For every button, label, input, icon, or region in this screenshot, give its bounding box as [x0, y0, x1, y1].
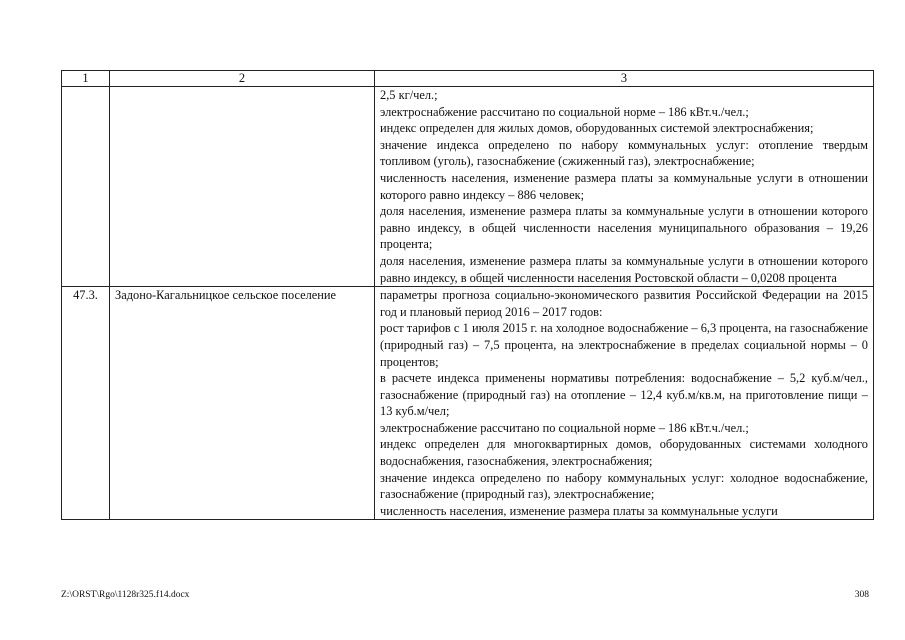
paragraph: доля населения, изменение размера платы за коммунальные услуги в отношении которого равно индексу, в общей численности населения муниципального образования – 19,26 процента; — [380, 204, 868, 252]
settlement-name — [110, 87, 375, 287]
paragraph: электроснабжение рассчитано по социальной норме – 186 кВт.ч./чел.; — [380, 104, 749, 119]
column-header: 1 — [62, 71, 110, 87]
paragraph: рост тарифов с 1 июля 2015 г. на холодное водоснабжение – 6,3 процента, на газоснабжение (природный газ) – 7,5 процента, на электроснабжение в пределах социальной нормы – 0 процентов; — [380, 321, 868, 369]
paragraph: 2,5 кг/чел.; — [380, 88, 438, 102]
row-number — [62, 87, 110, 287]
footer-page-number: 308 — [854, 590, 869, 600]
parameters-cell — [375, 287, 874, 520]
column-header: 2 — [110, 71, 375, 87]
footer-file-path: Z:\ORST\Rgo\1128r325.f14.docx — [61, 590, 190, 600]
paragraph: значение индекса определено по набору коммунальных услуг: отопление твердым топливом (уголь), газоснабжение (сжиженный газ), электроснабжение; — [380, 137, 868, 169]
table-row — [62, 287, 874, 520]
document-table — [61, 70, 874, 520]
table-row — [62, 87, 874, 287]
table-header-row — [62, 71, 874, 87]
paragraph: индекс определен для многоквартирных домов, оборудованных системами холодного водоснабжения, газоснабжения, электроснабжения; — [380, 437, 868, 469]
parameters-cell — [375, 87, 874, 287]
row-number: 47.3. — [62, 287, 110, 520]
paragraph: параметры прогноза социально-экономического развития Российской Федерации на 2015 год и плановый период 2016 – 2017 годов: — [380, 288, 868, 319]
paragraph: доля населения, изменение размера платы за коммунальные услуги в отношении которого равно индексу, в общей численности населения Ростовской области – 0,0208 процента — [380, 253, 868, 285]
settlement-name: Задоно-Кагальницкое сельское поселение — [110, 287, 375, 520]
paragraph: численность населения, изменение размера платы за коммунальные услуги — [380, 503, 778, 518]
paragraph: индекс определен для жилых домов, оборудованных системой электроснабжения; — [380, 121, 814, 136]
paragraph: электроснабжение рассчитано по социальной норме – 186 кВт.ч./чел.; — [380, 420, 749, 435]
column-header: 3 — [375, 71, 874, 87]
paragraph: в расчете индекса применены нормативы потребления: водоснабжение – 5,2 куб.м/чел., газоснабжение (природный газ) на отопление – 12,4 куб.м/кв.м, на приготовление пищи – 13 куб.м/чел; — [380, 371, 868, 419]
paragraph: численность населения, изменение размера платы за коммунальные услуги в отношении которого равно индексу – 886 человек; — [380, 170, 868, 202]
paragraph: значение индекса определено по набору коммунальных услуг: холодное водоснабжение, газоснабжение (природный газ), электроснабжение; — [380, 470, 868, 502]
